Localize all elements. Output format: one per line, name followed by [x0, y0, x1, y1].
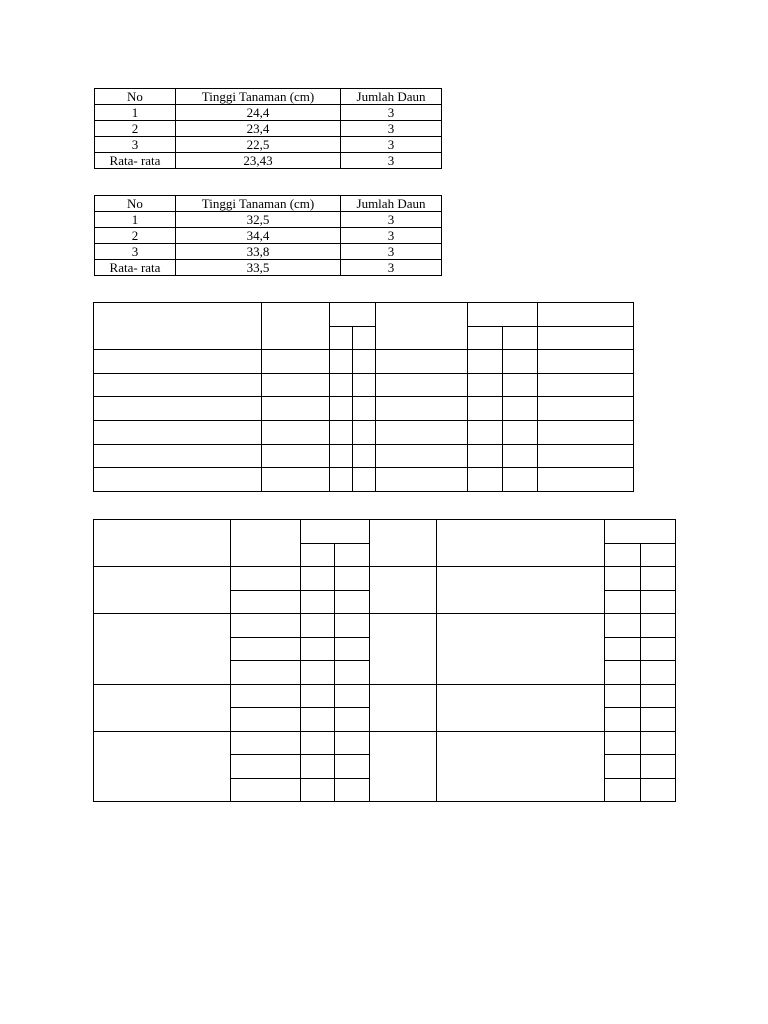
header-jumlah-daun: Jumlah Daun	[341, 89, 442, 105]
table-row	[94, 420, 634, 444]
empty-cell	[468, 397, 503, 421]
empty-cell	[437, 731, 605, 802]
table-header-row	[94, 520, 676, 544]
empty-cell	[370, 567, 437, 614]
cell-no: 3	[95, 244, 176, 260]
empty-cell	[301, 684, 335, 708]
empty-cell	[605, 567, 641, 591]
empty-cell	[376, 444, 468, 468]
empty-cell	[641, 708, 676, 732]
empty-cell	[468, 350, 503, 374]
empty-cell	[262, 468, 330, 492]
empty-cell	[605, 637, 641, 661]
empty-cell	[353, 468, 376, 492]
empty-cell	[370, 520, 437, 567]
empty-cell	[605, 731, 641, 755]
cell-tinggi: 24,4	[176, 105, 341, 121]
empty-cell	[301, 661, 335, 685]
empty-cell	[370, 614, 437, 685]
empty-cell	[538, 303, 634, 327]
empty-cell	[605, 543, 641, 567]
cell-tinggi: 33,8	[176, 244, 341, 260]
empty-cell	[330, 397, 353, 421]
empty-cell	[503, 444, 538, 468]
header-no: No	[95, 89, 176, 105]
empty-cell	[231, 731, 301, 755]
table-row	[94, 373, 634, 397]
table-header-row	[94, 303, 634, 327]
empty-cell	[641, 731, 676, 755]
empty-cell	[468, 373, 503, 397]
table-row	[94, 444, 634, 468]
cell-no: 2	[95, 121, 176, 137]
empty-cell	[538, 397, 634, 421]
empty-cell	[641, 637, 676, 661]
empty-cell	[335, 708, 370, 732]
empty-cell	[641, 778, 676, 802]
table-row-average	[95, 153, 442, 169]
table-header-row	[95, 89, 442, 105]
empty-cell	[353, 373, 376, 397]
empty-cell	[437, 520, 605, 567]
empty-cell	[605, 661, 641, 685]
cell-no: Rata- rata	[95, 260, 176, 276]
cell-jumlah: 3	[341, 105, 442, 121]
empty-cell	[503, 373, 538, 397]
empty-cell	[231, 661, 301, 685]
empty-cell	[538, 350, 634, 374]
empty-cell	[376, 373, 468, 397]
empty-cell	[335, 614, 370, 638]
empty-cell	[94, 520, 231, 567]
empty-cell	[335, 731, 370, 755]
empty-cell	[231, 778, 301, 802]
empty-cell	[335, 637, 370, 661]
cell-no: Rata- rata	[95, 153, 176, 169]
empty-cell	[94, 350, 262, 374]
empty-cell	[94, 567, 231, 614]
empty-cell	[376, 303, 468, 350]
empty-cell	[468, 420, 503, 444]
cell-jumlah: 3	[341, 137, 442, 153]
empty-cell	[94, 684, 231, 731]
table-row	[95, 105, 442, 121]
empty-cell	[468, 468, 503, 492]
empty-cell	[353, 326, 376, 350]
empty-cell	[262, 397, 330, 421]
empty-table-4	[93, 519, 676, 802]
empty-cell	[301, 755, 335, 779]
empty-cell	[353, 444, 376, 468]
empty-cell	[605, 755, 641, 779]
empty-cell	[335, 590, 370, 614]
header-tinggi-tanaman: Tinggi Tanaman (cm)	[176, 89, 341, 105]
empty-cell	[503, 468, 538, 492]
cell-no: 3	[95, 137, 176, 153]
empty-cell	[503, 350, 538, 374]
empty-cell	[605, 708, 641, 732]
empty-cell	[503, 397, 538, 421]
table-row	[94, 567, 676, 591]
empty-cell	[330, 373, 353, 397]
empty-cell	[231, 590, 301, 614]
empty-cell	[335, 778, 370, 802]
empty-cell	[94, 303, 262, 350]
empty-cell	[503, 420, 538, 444]
header-tinggi-tanaman: Tinggi Tanaman (cm)	[176, 196, 341, 212]
empty-cell	[370, 684, 437, 731]
empty-cell	[231, 755, 301, 779]
empty-cell	[301, 590, 335, 614]
empty-cell	[94, 731, 231, 802]
cell-jumlah: 3	[341, 260, 442, 276]
empty-cell	[538, 468, 634, 492]
empty-cell	[94, 420, 262, 444]
cell-tinggi: 32,5	[176, 212, 341, 228]
header-jumlah-daun: Jumlah Daun	[341, 196, 442, 212]
empty-cell	[335, 661, 370, 685]
empty-cell	[335, 543, 370, 567]
table-row	[94, 731, 676, 755]
empty-cell	[301, 778, 335, 802]
table-row	[95, 137, 442, 153]
cell-jumlah: 3	[341, 153, 442, 169]
data-table-2	[94, 195, 442, 276]
empty-cell	[605, 614, 641, 638]
empty-cell	[468, 326, 503, 350]
data-table-1	[94, 88, 442, 169]
table-row	[94, 614, 676, 638]
table-row	[94, 684, 676, 708]
empty-cell	[301, 567, 335, 591]
empty-cell	[376, 397, 468, 421]
empty-cell	[641, 543, 676, 567]
empty-cell	[376, 420, 468, 444]
empty-cell	[376, 350, 468, 374]
empty-cell	[94, 444, 262, 468]
table-row	[95, 121, 442, 137]
empty-cell	[641, 590, 676, 614]
empty-cell	[231, 637, 301, 661]
table-row	[95, 244, 442, 260]
table-row	[94, 468, 634, 492]
empty-cell	[641, 684, 676, 708]
empty-cell	[468, 444, 503, 468]
table-row-average	[95, 260, 442, 276]
empty-cell	[231, 520, 301, 567]
empty-cell	[370, 731, 437, 802]
table-row	[94, 350, 634, 374]
empty-cell	[335, 567, 370, 591]
empty-cell	[353, 350, 376, 374]
table-header-row	[95, 196, 442, 212]
empty-cell	[376, 468, 468, 492]
empty-cell	[231, 614, 301, 638]
cell-jumlah: 3	[341, 121, 442, 137]
empty-cell	[468, 303, 538, 327]
empty-cell	[301, 731, 335, 755]
empty-cell	[94, 614, 231, 685]
cell-tinggi: 23,43	[176, 153, 341, 169]
empty-cell	[538, 326, 634, 350]
empty-cell	[538, 420, 634, 444]
empty-cell	[330, 468, 353, 492]
empty-cell	[538, 444, 634, 468]
empty-cell	[94, 468, 262, 492]
empty-cell	[301, 708, 335, 732]
empty-cell	[262, 444, 330, 468]
empty-cell	[335, 684, 370, 708]
empty-cell	[330, 420, 353, 444]
cell-tinggi: 34,4	[176, 228, 341, 244]
table-row	[94, 397, 634, 421]
header-no: No	[95, 196, 176, 212]
empty-cell	[437, 684, 605, 731]
empty-table-3	[93, 302, 634, 492]
empty-cell	[262, 350, 330, 374]
empty-cell	[641, 661, 676, 685]
empty-cell	[605, 590, 641, 614]
empty-cell	[262, 420, 330, 444]
table-row	[95, 212, 442, 228]
cell-tinggi: 33,5	[176, 260, 341, 276]
cell-no: 2	[95, 228, 176, 244]
cell-no: 1	[95, 212, 176, 228]
empty-cell	[605, 520, 676, 544]
empty-cell	[231, 708, 301, 732]
empty-cell	[641, 567, 676, 591]
empty-cell	[353, 420, 376, 444]
empty-cell	[605, 778, 641, 802]
empty-cell	[605, 684, 641, 708]
empty-cell	[301, 520, 370, 544]
cell-jumlah: 3	[341, 244, 442, 260]
cell-jumlah: 3	[341, 212, 442, 228]
empty-cell	[330, 326, 353, 350]
empty-cell	[94, 373, 262, 397]
empty-cell	[301, 543, 335, 567]
empty-cell	[641, 755, 676, 779]
empty-cell	[330, 444, 353, 468]
empty-cell	[330, 350, 353, 374]
empty-cell	[330, 303, 376, 327]
empty-cell	[262, 303, 330, 350]
empty-cell	[262, 373, 330, 397]
empty-cell	[641, 614, 676, 638]
cell-tinggi: 22,5	[176, 137, 341, 153]
empty-cell	[231, 567, 301, 591]
empty-cell	[503, 326, 538, 350]
empty-cell	[353, 397, 376, 421]
cell-no: 1	[95, 105, 176, 121]
empty-cell	[437, 567, 605, 614]
empty-cell	[231, 684, 301, 708]
table-row	[95, 228, 442, 244]
cell-jumlah: 3	[341, 228, 442, 244]
empty-cell	[301, 637, 335, 661]
empty-cell	[437, 614, 605, 685]
empty-cell	[538, 373, 634, 397]
empty-cell	[301, 614, 335, 638]
empty-cell	[335, 755, 370, 779]
cell-tinggi: 23,4	[176, 121, 341, 137]
empty-cell	[94, 397, 262, 421]
